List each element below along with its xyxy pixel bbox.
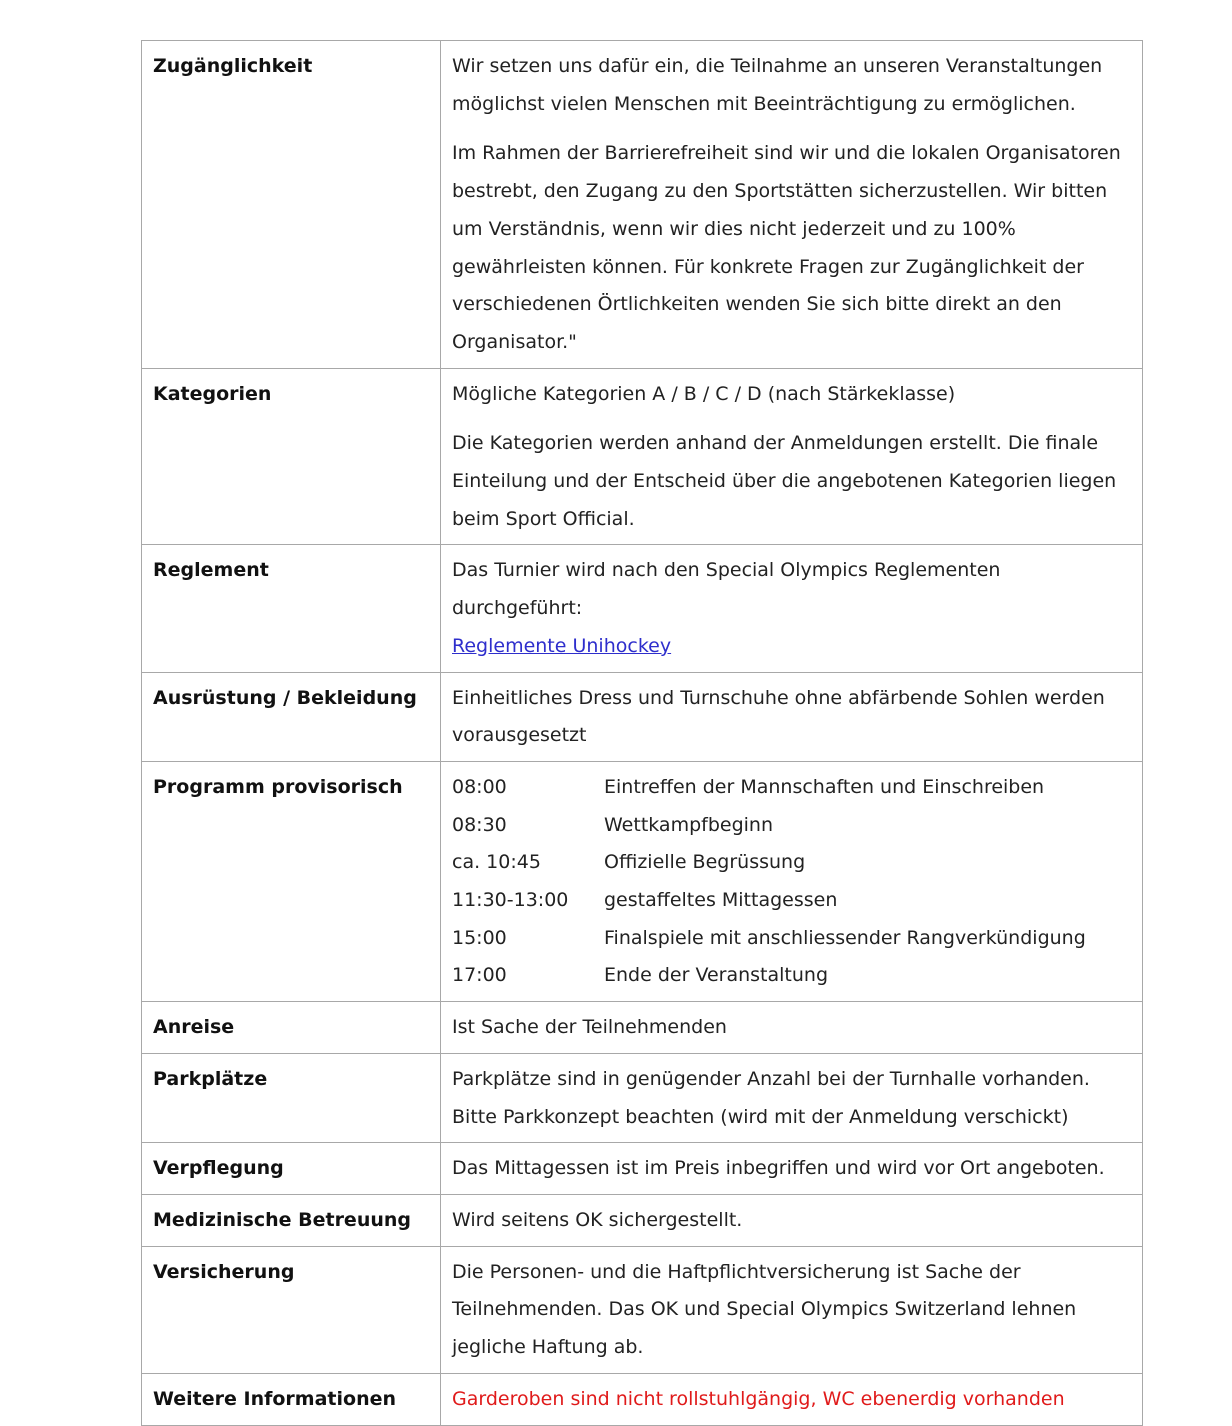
program-description: Ende der Veranstaltung	[604, 964, 829, 987]
row-label: Programm provisorisch	[142, 761, 441, 1001]
table-row-accessibility	[142, 41, 1143, 369]
row-label: Weitere Informationen	[142, 1373, 441, 1425]
program-schedule	[441, 761, 1143, 1001]
row-value: Wird seitens OK sichergestellt.	[441, 1194, 1143, 1246]
event-info-table	[141, 40, 1143, 1426]
table-row-arrival	[142, 1002, 1143, 1054]
row-value: Ist Sache der Teilnehmenden	[441, 1002, 1143, 1054]
row-value	[441, 368, 1143, 545]
row-label: Zugänglichkeit	[142, 41, 441, 369]
row-label: Versicherung	[142, 1246, 441, 1373]
program-item	[452, 882, 1131, 920]
table-row-catering	[142, 1143, 1143, 1195]
categories-paragraph-1: Mögliche Kategorien A / B / C / D (nach Stärkeklasse)	[452, 382, 956, 405]
program-item	[452, 769, 1131, 807]
program-item	[452, 920, 1131, 958]
table-row-parking	[142, 1053, 1143, 1142]
row-label: Reglement	[142, 545, 441, 672]
row-label: Parkplätze	[142, 1053, 441, 1142]
program-description: Wettkampfbeginn	[604, 813, 774, 836]
program-time: 17:00	[452, 964, 507, 987]
table-row-rules	[142, 545, 1143, 672]
program-time: ca. 10:45	[452, 851, 541, 874]
row-value: Die Personen- und die Haftpflichtversicherung ist Sache der Teilnehmenden. Das OK und Special Olympics Switzerland lehnen jegliche Haftung ab.	[441, 1246, 1143, 1373]
rules-link[interactable]: Reglemente Unihockey	[452, 634, 672, 657]
categories-paragraph-2: Die Kategorien werden anhand der Anmeldungen erstellt. Die finale Einteilung und der Entscheid über die angebotenen Kategorien liegen beim Sport Official.	[452, 432, 1117, 530]
program-description: Eintreffen der Mannschaften und Einschreiben	[604, 775, 1045, 798]
table-row-medical	[142, 1194, 1143, 1246]
program-time: 15:00	[452, 926, 507, 949]
table-row-program	[142, 761, 1143, 1001]
table-row-insurance	[142, 1246, 1143, 1373]
row-value	[441, 41, 1143, 369]
row-value: Einheitliches Dress und Turnschuhe ohne abfärbende Sohlen werden vorausgesetzt	[441, 672, 1143, 761]
row-value: Parkplätze sind in genügender Anzahl bei der Turnhalle vorhanden. Bitte Parkkonzept beachten (wird mit der Anmeldung verschickt)	[441, 1053, 1143, 1142]
table-row-more-info	[142, 1373, 1143, 1425]
program-time: 11:30-13:00	[452, 889, 569, 912]
program-time: 08:00	[452, 775, 507, 798]
row-label: Medizinische Betreuung	[142, 1194, 441, 1246]
table-row-equipment	[142, 672, 1143, 761]
row-value	[441, 545, 1143, 672]
program-item	[452, 957, 1131, 995]
program-time: 08:30	[452, 813, 507, 836]
program-description: gestaffeltes Mittagessen	[604, 889, 838, 912]
program-item	[452, 807, 1131, 845]
row-value: Das Mittagessen ist im Preis inbegriffen und wird vor Ort angeboten.	[441, 1143, 1143, 1195]
row-label: Verpflegung	[142, 1143, 441, 1195]
rules-text: Das Turnier wird nach den Special Olympics Reglementen durchgeführt:	[452, 559, 1001, 620]
accessibility-warning: Garderoben sind nicht rollstuhlgängig, WC ebenerdig vorhanden	[441, 1373, 1143, 1425]
row-label: Ausrüstung / Bekleidung	[142, 672, 441, 761]
program-description: Offizielle Begrüssung	[604, 851, 806, 874]
row-label: Kategorien	[142, 368, 441, 545]
accessibility-paragraph-1: Wir setzen uns dafür ein, die Teilnahme an unseren Veranstaltungen möglichst vielen Menschen mit Beeinträchtigung zu ermöglichen.	[452, 55, 1103, 115]
program-description: Finalspiele mit anschliessender Rangverkündigung	[604, 926, 1086, 949]
program-item	[452, 844, 1131, 882]
table-row-categories	[142, 368, 1143, 545]
accessibility-paragraph-2: Im Rahmen der Barrierefreiheit sind wir und die lokalen Organisatoren bestrebt, den Zugang zu den Sportstätten sicherzustellen. Wir bitten um Verständnis, wenn wir dies nicht jederzeit und zu 100% gewährleisten können. Für konkrete Fragen zur Zugänglichkeit der verschiedenen Örtlichkeiten wenden Sie sich bitte direkt an den Organisator."	[452, 142, 1121, 353]
row-label: Anreise	[142, 1002, 441, 1054]
